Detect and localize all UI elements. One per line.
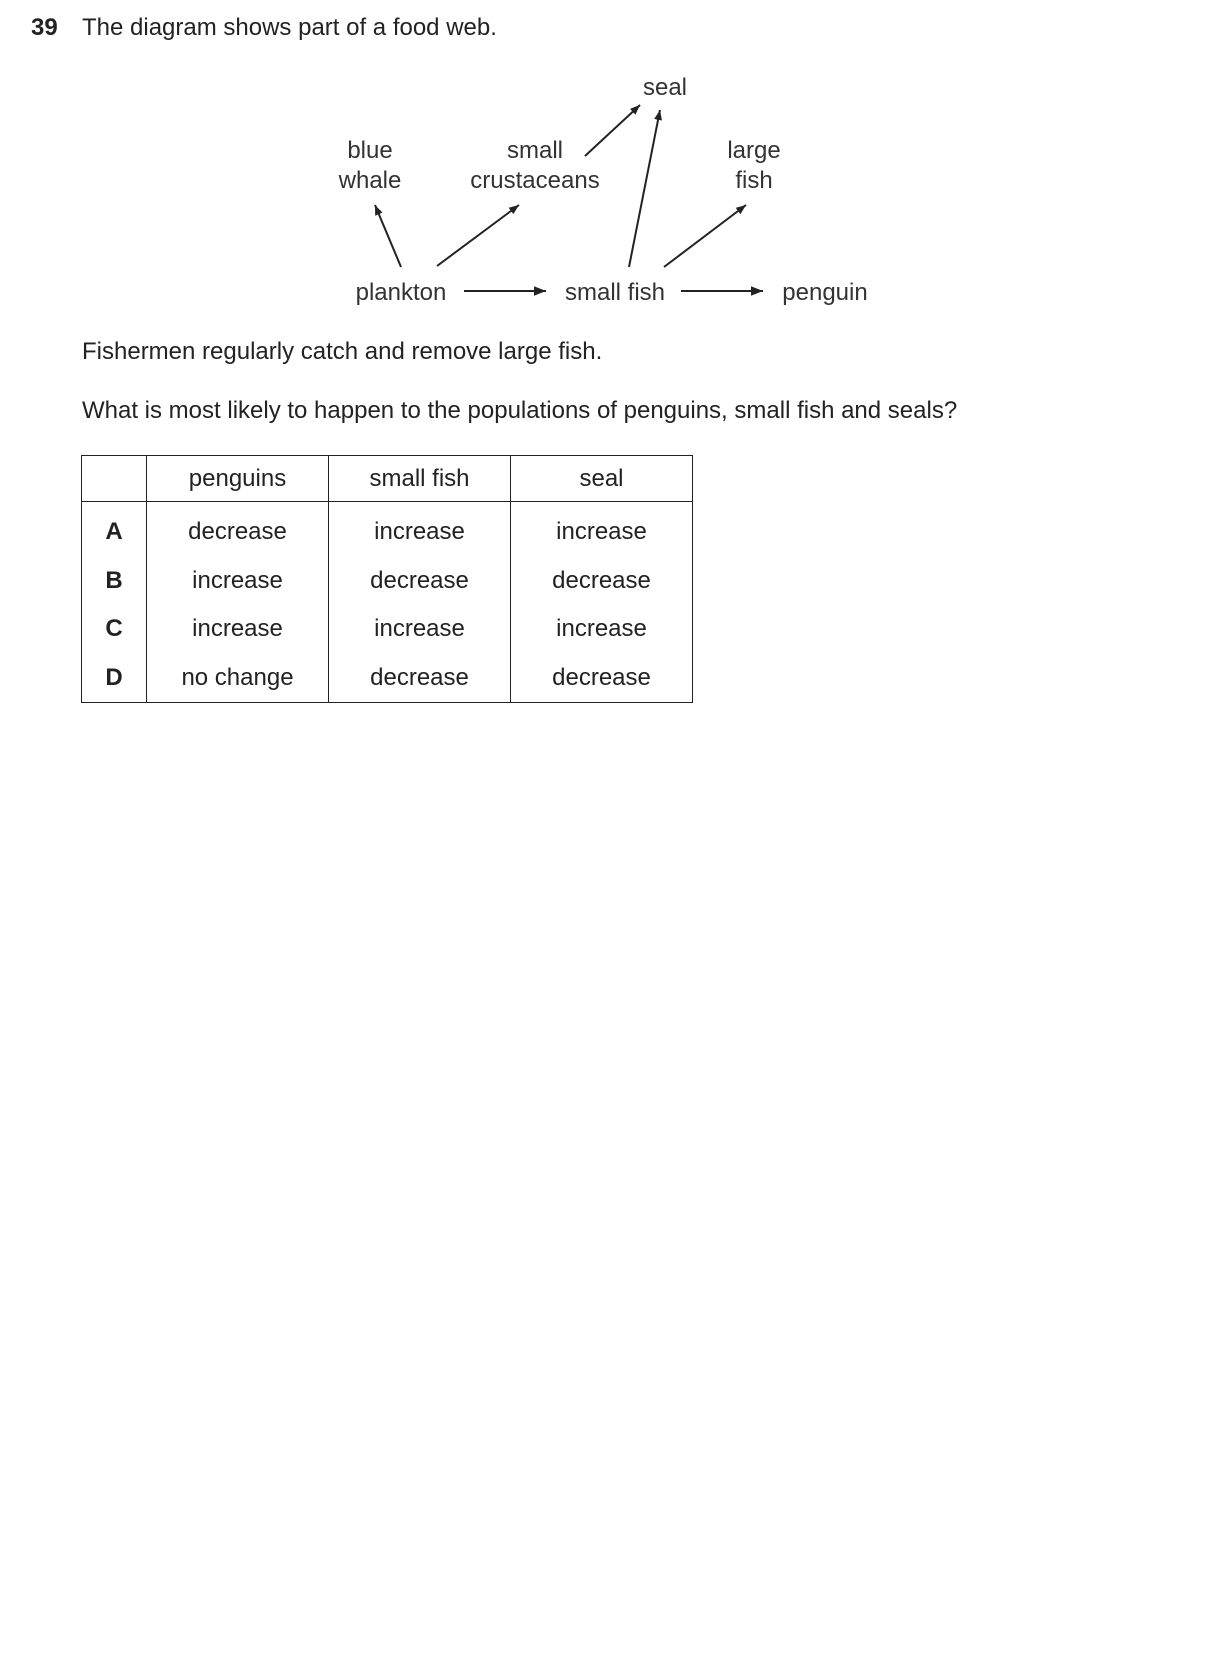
node-blue-whale-line2: whale	[338, 167, 402, 194]
cell-small-fish: increase	[329, 502, 511, 557]
node-small-crustaceans-line1: small	[506, 137, 564, 164]
arrow-small-crustaceans-to-seal	[585, 105, 640, 156]
node-small-crustaceans-line2: crustaceans	[470, 167, 600, 194]
table-header-penguins: penguins	[147, 456, 329, 502]
node-blue-whale-line1: blue	[347, 137, 393, 164]
node-penguin: penguin	[782, 279, 868, 306]
option-letter: D	[82, 654, 147, 703]
table-row[interactable]	[82, 557, 693, 606]
node-small-fish: small fish	[564, 279, 666, 306]
table-row[interactable]	[82, 654, 693, 703]
cell-penguins: decrease	[147, 502, 329, 557]
food-web-diagram	[0, 0, 1209, 330]
option-letter: B	[82, 557, 147, 606]
table-row[interactable]	[82, 605, 693, 654]
arrow-plankton-to-blue-whale	[375, 205, 401, 267]
option-letter: A	[82, 502, 147, 557]
option-letter: C	[82, 605, 147, 654]
table-header-small-fish: small fish	[329, 456, 511, 502]
statement-text: Fishermen regularly catch and remove large fish.	[82, 338, 603, 365]
node-large-fish-line1: large	[727, 137, 781, 164]
question-intro: The diagram shows part of a food web.	[82, 14, 497, 41]
cell-seal: decrease	[511, 557, 693, 606]
cell-penguins: no change	[147, 654, 329, 703]
arrow-small-fish-to-large-fish	[664, 205, 746, 267]
table-header-seal: seal	[511, 456, 693, 502]
cell-small-fish: decrease	[329, 557, 511, 606]
question-number: 39	[31, 14, 58, 41]
cell-small-fish: decrease	[329, 654, 511, 703]
node-seal: seal	[642, 74, 688, 101]
arrow-plankton-to-small-crustaceans	[437, 205, 519, 266]
cell-small-fish: increase	[329, 605, 511, 654]
cell-penguins: increase	[147, 605, 329, 654]
cell-seal: decrease	[511, 654, 693, 703]
answer-options-table	[81, 455, 693, 703]
table-header-row	[82, 456, 693, 502]
arrow-small-fish-to-seal	[629, 110, 660, 267]
table-row[interactable]	[82, 502, 693, 557]
cell-penguins: increase	[147, 557, 329, 606]
node-plankton: plankton	[355, 279, 447, 306]
question-prompt: What is most likely to happen to the populations of penguins, small fish and seals?	[82, 397, 958, 424]
cell-seal: increase	[511, 502, 693, 557]
node-large-fish-line2: fish	[735, 167, 773, 194]
cell-seal: increase	[511, 605, 693, 654]
table-header-blank	[82, 456, 147, 502]
